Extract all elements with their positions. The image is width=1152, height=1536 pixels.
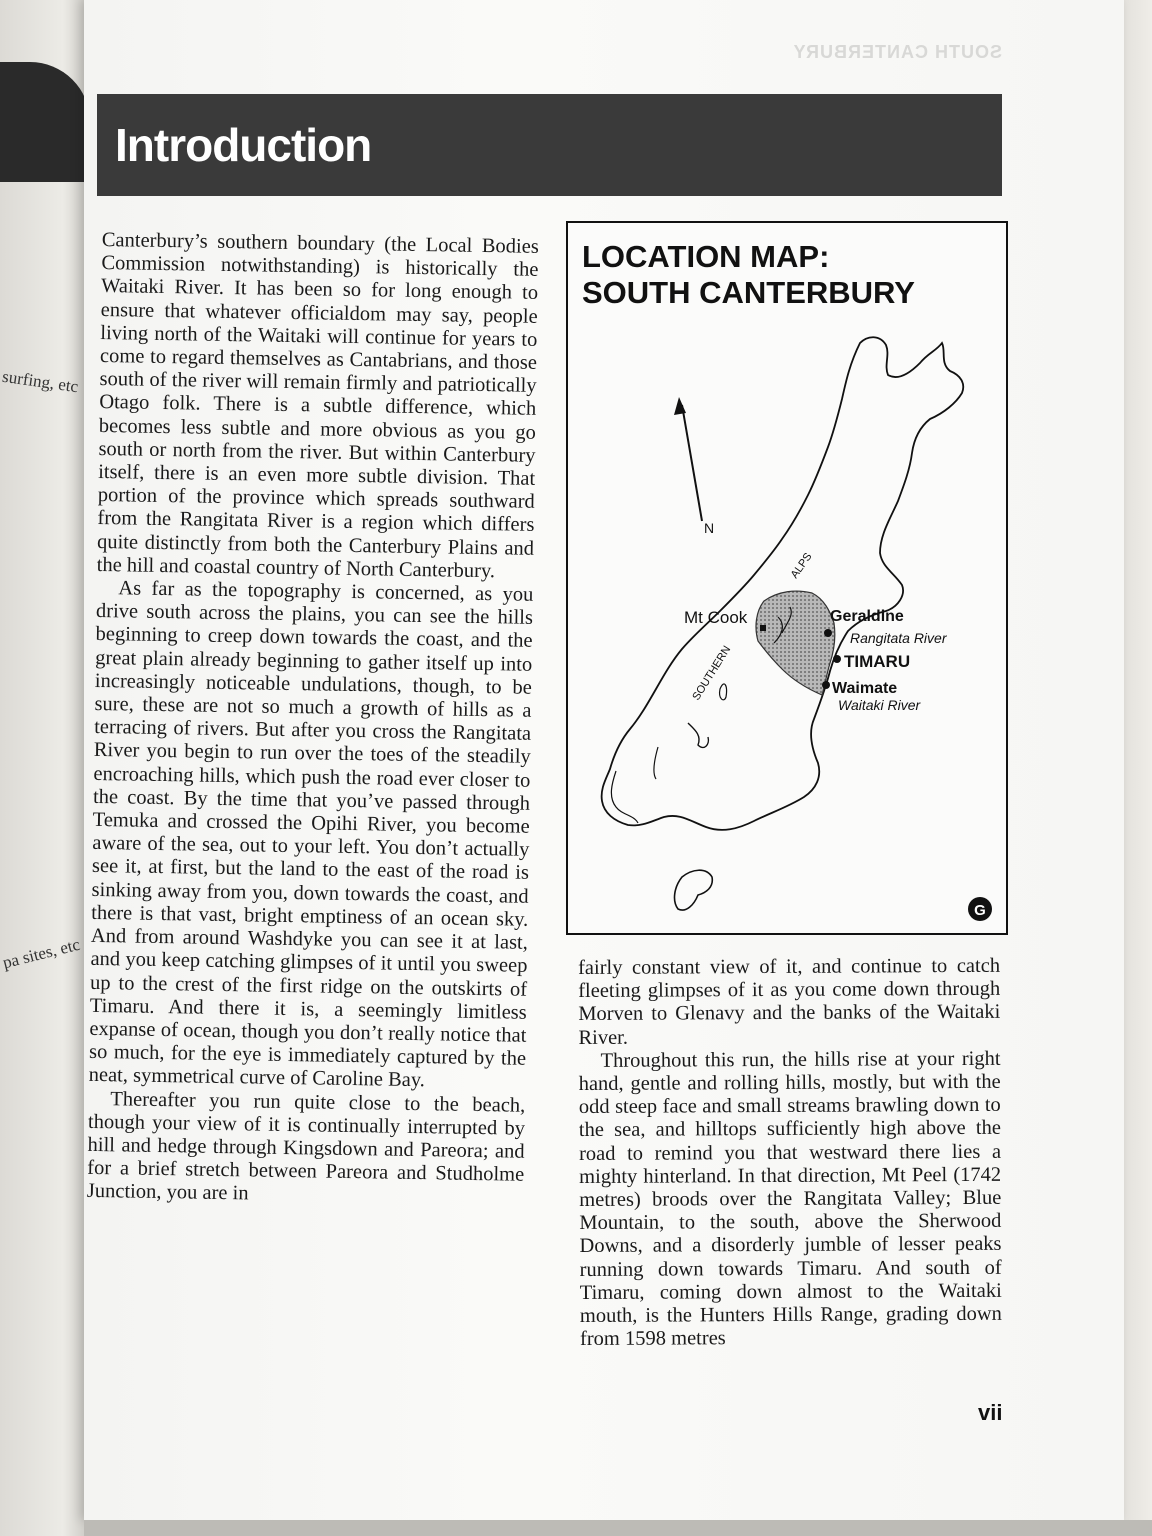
timaru-marker: [833, 655, 841, 663]
margin-note: pa sites, etc: [0, 934, 82, 973]
coast-inlet: [611, 771, 638, 823]
waimate-label: Waimate: [832, 680, 898, 697]
location-map: [566, 221, 1008, 935]
page-title: Introduction: [115, 119, 372, 171]
southern-label: SOUTHERN: [690, 643, 734, 703]
south-canterbury-region: [756, 591, 835, 695]
alps-label: ALPS: [788, 550, 815, 581]
map-title-line: LOCATION MAP:: [582, 239, 830, 274]
north-label: N: [704, 520, 715, 536]
rangitata-label: Rangitata River: [850, 630, 947, 646]
stewart-island: [675, 870, 713, 910]
page-number: vii: [978, 1400, 1003, 1425]
waitaki-label: Waitaki River: [838, 697, 921, 713]
north-arrow-head: [674, 397, 686, 415]
paragraph: As far as the topography is concerned, as you drive south across the plains, you can see the hills beginning to creep down towards the coast, and the great plain already beginning to gather itself up into increasingly noticeable undulations, though, to be sure, these are not so much a growth of hills as a terracing of rivers. But after you cross the Rangitata River you begin to run over the toes of the steadily encroaching hills, which push the road ever closer to the coast. By the time that you’ve passed through Temuka and crossed the Opihi River, you become aware of the sea, out to your left. You don’t actually see it, at first, but the land to the east of the road is sinking away from you, down towards the coast, and there is that vast, bright emptiness of an ocean sky. And from around Washdyke you can see it at last, and you keep catching glimpses of it until you sweep up to the crest of the first ridge on the outskirts of Timaru. And there it is, a seemingly limitless expanse of ocean, though you don’t really notice that so much, for the eye is immediately captured by the neat, symmetrical curve of Caroline Bay.: [88, 577, 534, 1092]
mt-cook-label: Mt Cook: [684, 608, 748, 627]
timaru-label: TIMARU: [844, 652, 911, 671]
lake: [720, 684, 727, 700]
running-head: SOUTH CANTERBURY: [792, 42, 1002, 62]
facing-page-tab: [0, 62, 90, 182]
paragraph: Canterbury’s southern boundary (the Local Bodies Commission notwithstanding) is historically the Waitaki River. It has been so for long enough to ensure that whatever officialdom may say, people living north of the Waitaki will continue for years to come to regard themselves as Cantabrians, and those south of the river will remain firmly and patriotically Otago folk. There is a subtle difference, which becomes less subtle and more obvious as you go south or north from the river. But within Canterbury itself, there is an even more subtle division. That portion of the province which spreads southward from the Rangitata River is a region which differs quite distinctly from both the Canterbury Plains and the hill and coastal country of North Canterbury.: [96, 229, 539, 583]
facing-page: [0, 0, 90, 1536]
page-bottom-edge: [84, 1520, 1152, 1536]
body-column-left: [87, 229, 539, 1210]
paragraph: fairly constant view of it, and continue to catch fleeting glimpses of it as you come down through Morven to Glenavy and the banks of the Waitaki River.: [578, 954, 1001, 1049]
geraldine-marker: [824, 629, 832, 637]
body-column-right: [578, 955, 1002, 1352]
mt-cook-marker: [760, 625, 766, 631]
north-arrow-line: [682, 405, 702, 521]
lake: [688, 723, 708, 747]
publisher-logo-letter: G: [974, 902, 986, 919]
title-banner: [97, 94, 1002, 196]
paragraph: Thereafter you run quite close to the beach, though your view of it is continually interrupted by hill and hedge through Kingsdown and Pareora; and for a brief stretch between Pareora and Studholme Junction, you are in: [86, 1087, 526, 1205]
geraldine-label: Geraldine: [830, 608, 904, 625]
waimate-marker: [822, 681, 830, 689]
map-title-line: SOUTH CANTERBURY: [582, 275, 915, 310]
paragraph: Throughout this run, the hills rise at your right hand, gentle and rolling hills, mostly, but with the odd steep face and small streams brawling down to the sea, and hilltops sufficiently high above the road to remind you that westward there lies a mighty hinterland. In that direction, Mt Peel (1742 metres) broods over the Rangitata Valley; Blue Mountain, to the south, above the Sherwood Downs, and a disorderly jumble of lesser peaks running down towards Timaru. And south of Timaru, coming down almost to the Waitaki mouth, is the Hunters Hills Range, grading down from 1598 metres: [578, 1047, 1002, 1351]
lake: [654, 747, 658, 779]
margin-note: surfing, etc: [1, 366, 80, 397]
map-drawing: [568, 223, 1006, 933]
